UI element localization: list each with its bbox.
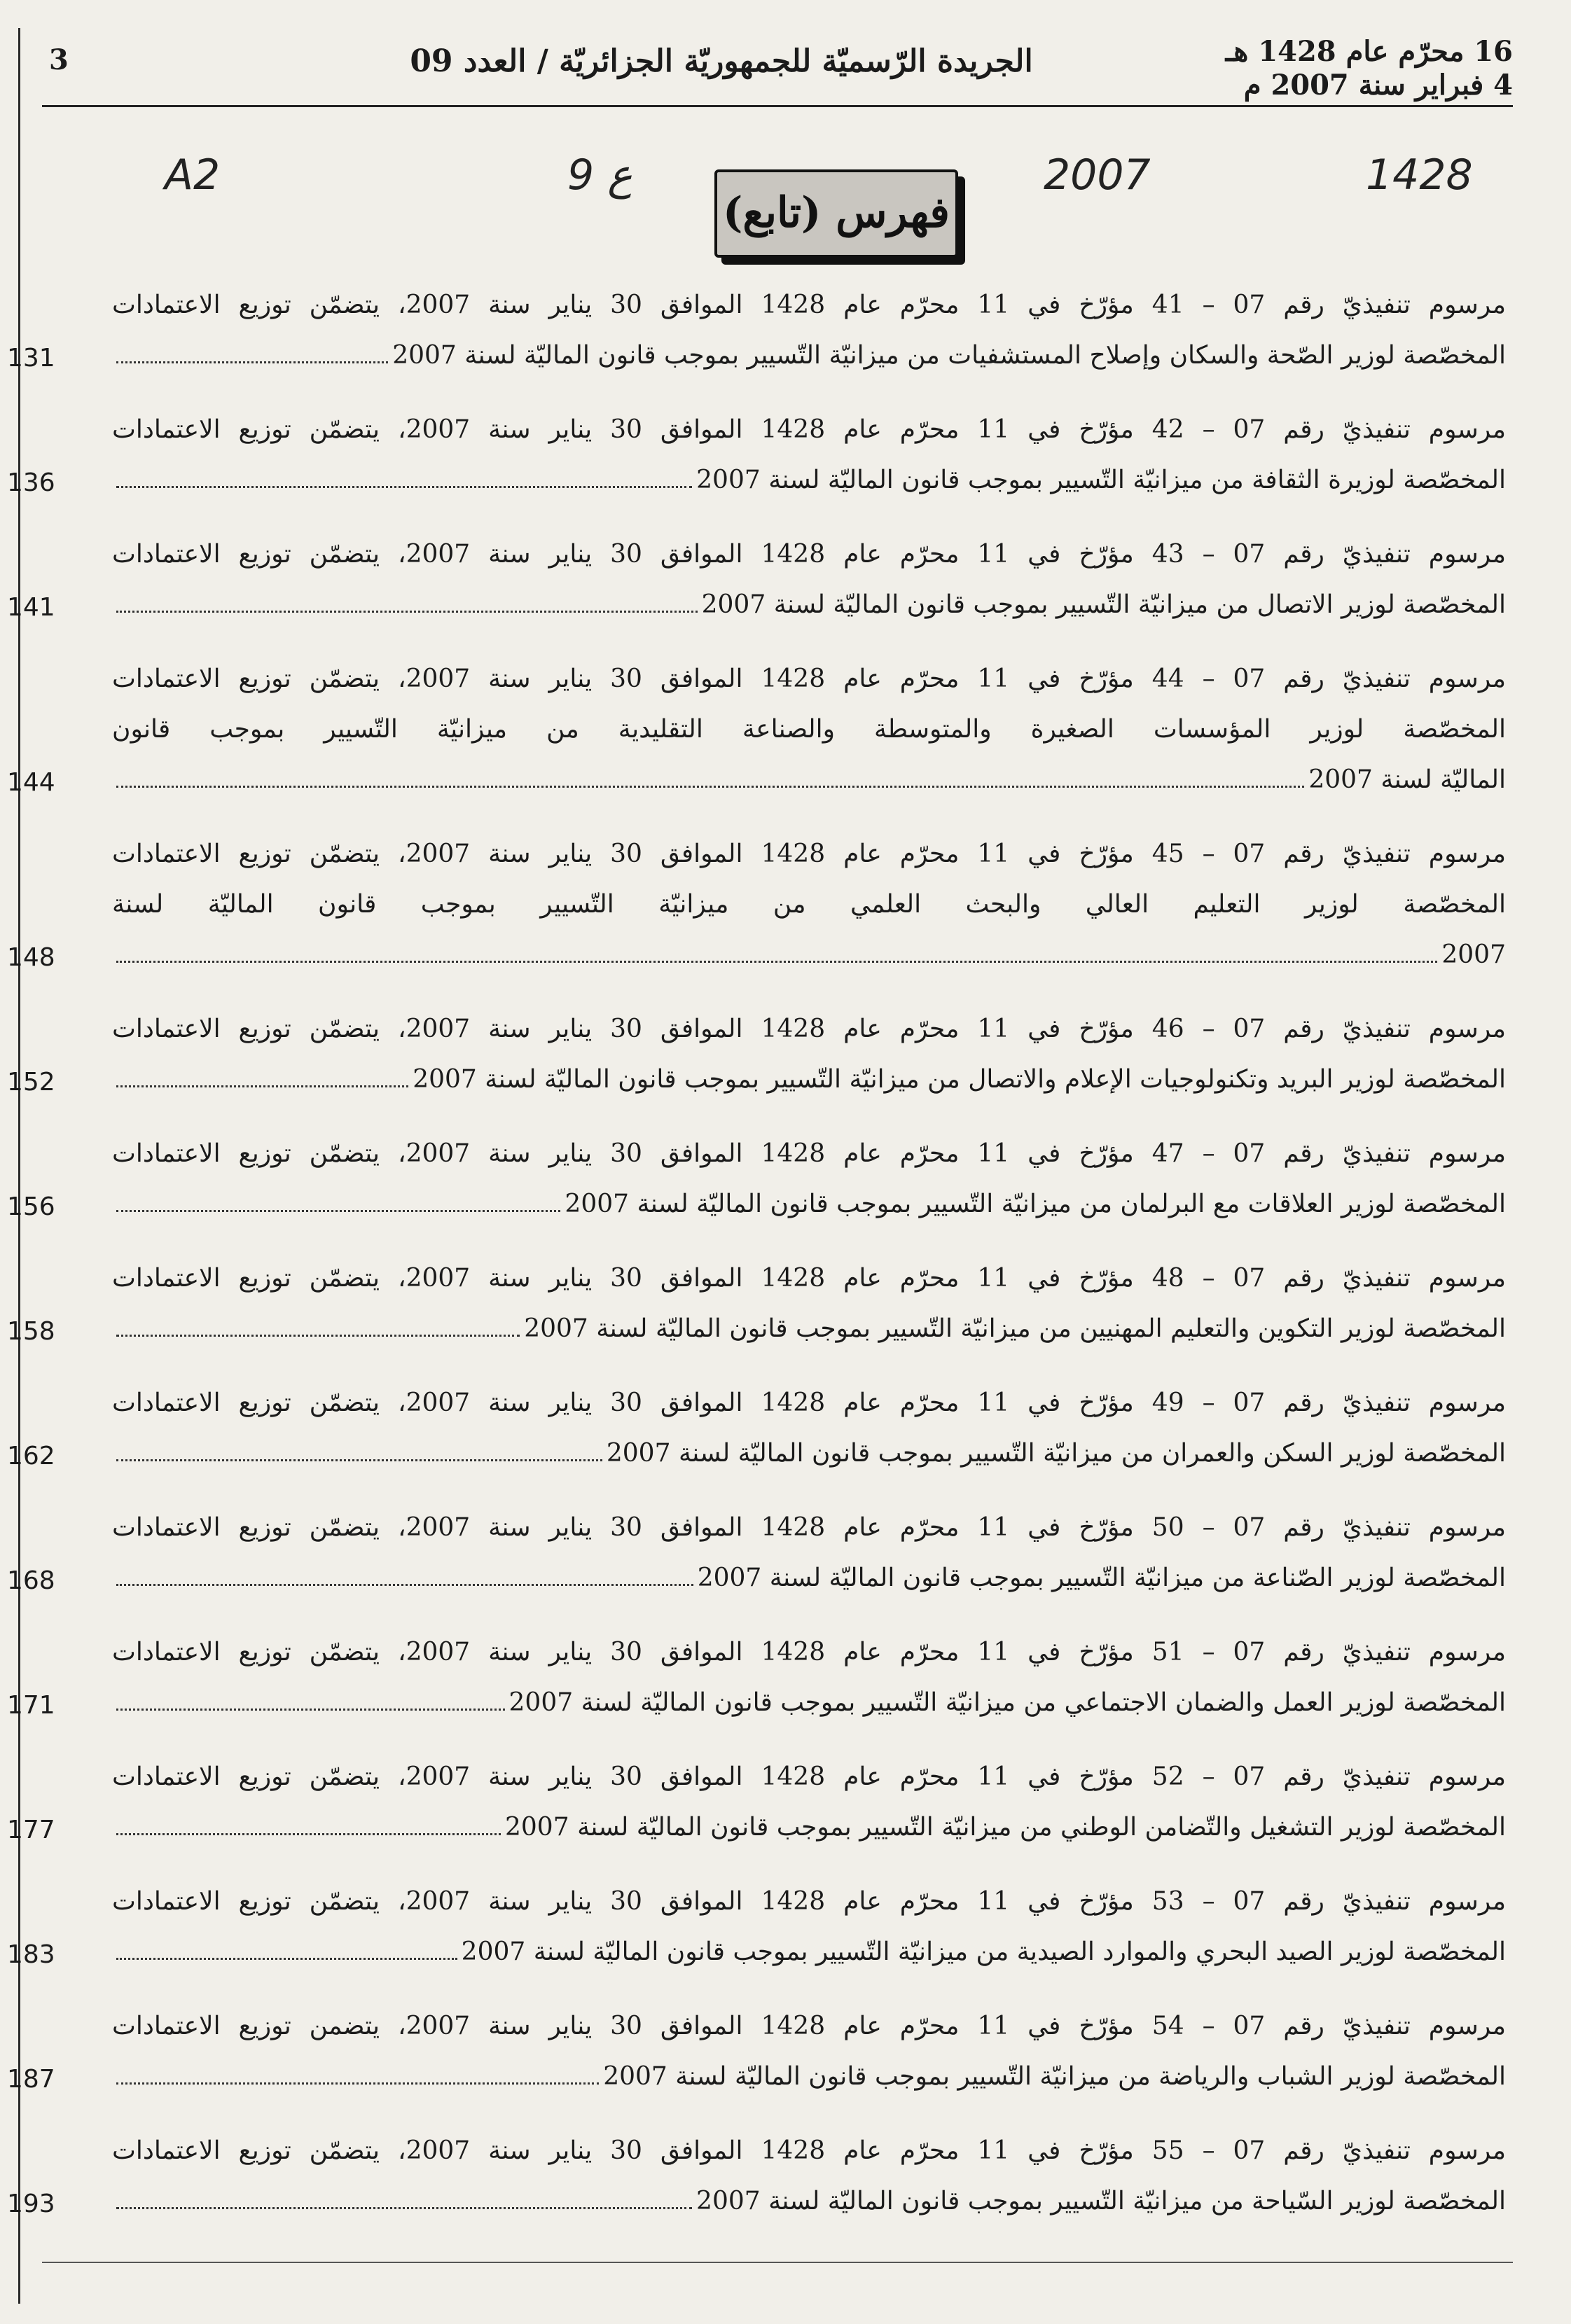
toc-page-number: 156 [7, 1192, 55, 1221]
toc-entry-line: مرسوم تنفيذيّ رقم 07 – 54 مؤرّخ في 11 محرّم عام 1428 الموافق 30 يناير سنة 2007، يتضمن توزيع الاعتمادات [112, 2012, 1506, 2040]
toc-entry-line: مرسوم تنفيذيّ رقم 07 – 50 مؤرّخ في 11 محرّم عام 1428 الموافق 30 يناير سنة 2007، يتضمّن توزيع الاعتمادات [112, 1513, 1506, 1542]
dot-leader [116, 1190, 560, 1212]
page-header [42, 28, 1513, 107]
toc-entry [7, 1503, 1506, 1603]
dot-leader [116, 1066, 408, 1087]
handwritten-note-a: A2 [165, 151, 221, 200]
toc-entry-line: المخصّصة لوزير العمل والضمان الاجتماعي من ميزانيّة التّسيير بموجب قانون الماليّة لسنة 2007 [508, 1688, 1506, 1717]
toc-entry-final-line [112, 580, 1506, 630]
toc-page-number: 162 [7, 1442, 55, 1470]
dot-leader [116, 1689, 505, 1711]
toc-entry-final-line [112, 1304, 1506, 1354]
toc-entry-final-line [112, 330, 1506, 381]
toc-entry [7, 1004, 1506, 1105]
toc-page-number: 141 [7, 593, 55, 622]
toc-entry-line: مرسوم تنفيذيّ رقم 07 – 52 مؤرّخ في 11 محرّم عام 1428 الموافق 30 يناير سنة 2007، يتضمّن توزيع الاعتمادات [112, 1762, 1506, 1791]
section-title: فهرس (تابع) [723, 188, 950, 237]
toc-entry [7, 1877, 1506, 1977]
section-title-box [714, 169, 958, 258]
toc-entry-line: المخصّصة لوزير التشغيل والتّضامن الوطني من ميزانيّة التّسيير بموجب قانون الماليّة لسنة 2007 [505, 1813, 1506, 1842]
dot-leader [116, 591, 698, 613]
toc-entry [7, 1129, 1506, 1230]
toc-entry-final-line [112, 2176, 1506, 2227]
toc-entry-line: المخصّصة لوزير البريد وتكنولوجيات الإعلام والاتصال من ميزانيّة التّسيير بموجب قانون الماليّة لسنة 2007 [413, 1065, 1506, 1094]
dot-leader [116, 2187, 692, 2209]
toc-page-number: 183 [7, 1940, 55, 1969]
toc-entry-final-line [112, 1553, 1506, 1603]
dot-leader [116, 1564, 693, 1586]
gregorian-date: 4 فبراير سنة 2007 م [1243, 69, 1513, 102]
toc-entry [7, 280, 1506, 381]
toc-entry-line: المخصّصة لوزيرة الثقافة من ميزانيّة التّسيير بموجب قانون الماليّة لسنة 2007 [696, 466, 1506, 494]
toc-entry [7, 1752, 1506, 1853]
toc-entry-final-line [112, 1055, 1506, 1105]
toc-page-number: 193 [7, 2190, 55, 2218]
toc-page-number: 131 [7, 344, 55, 373]
toc-entry-line: المخصّصة لوزير السّياحة من ميزانيّة التّسيير بموجب قانون الماليّة لسنة 2007 [696, 2187, 1506, 2215]
toc-entry-final-line [112, 930, 1506, 980]
toc-entry-line: المخصّصة لوزير الاتصال من ميزانيّة التّسيير بموجب قانون الماليّة لسنة 2007 [701, 590, 1506, 619]
toc-entry-final-line [112, 2052, 1506, 2102]
toc-entry-line: المخصّصة لوزير التعليم العالي والبحث العلمي من ميزانيّة التّسيير بموجب قانون الماليّة لسنة [112, 890, 1506, 919]
page-number: 3 [49, 43, 69, 76]
dot-leader [116, 766, 1304, 788]
toc-entry-final-line [112, 455, 1506, 506]
toc-page-number: 136 [7, 468, 55, 497]
hijri-date: 16 محرّم عام 1428 هـ [1225, 35, 1513, 68]
toc-entry-line: الماليّة لسنة 2007 [1308, 765, 1506, 794]
dot-leader [116, 1315, 520, 1337]
toc-entry-final-line [112, 1179, 1506, 1230]
issue-date [1219, 35, 1513, 102]
toc-entry [7, 1378, 1506, 1479]
gazette-title: الجريدة الرّسميّة للجمهوريّة الجزائريّة / العدد 09 [410, 43, 1033, 79]
table-of-contents [7, 280, 1506, 2250]
toc-entry-final-line [112, 755, 1506, 805]
toc-entry-line: 2007 [1441, 940, 1506, 969]
toc-page-number: 148 [7, 943, 55, 972]
toc-page-number: 144 [7, 768, 55, 797]
dot-leader [116, 2063, 599, 2085]
handwritten-note-c: 2007 [1044, 151, 1151, 200]
toc-entry-final-line [112, 1678, 1506, 1728]
toc-entry-line: المخصّصة لوزير الصّناعة من ميزانيّة التّسيير بموجب قانون الماليّة لسنة 2007 [697, 1564, 1506, 1592]
handwritten-note-b: 9 ع [567, 151, 633, 200]
dot-leader [116, 466, 692, 488]
dot-leader [116, 1938, 457, 1960]
toc-entry [7, 654, 1506, 805]
toc-entry-line: المخصّصة لوزير الصّحة والسكان وإصلاح المستشفيات من ميزانيّة التّسيير بموجب قانون الماليّة لسنة 2007 [392, 341, 1506, 370]
toc-entry [7, 1627, 1506, 1728]
toc-entry-line: مرسوم تنفيذيّ رقم 07 – 55 مؤرّخ في 11 محرّم عام 1428 الموافق 30 يناير سنة 2007، يتضمّن توزيع الاعتمادات [112, 2136, 1506, 2165]
toc-page-number: 187 [7, 2065, 55, 2094]
toc-entry-final-line [112, 1428, 1506, 1479]
toc-entry-line: مرسوم تنفيذيّ رقم 07 – 43 مؤرّخ في 11 محرّم عام 1428 الموافق 30 يناير سنة 2007، يتضمّن توزيع الاعتمادات [112, 540, 1506, 569]
toc-entry [7, 1253, 1506, 1354]
toc-page-number: 177 [7, 1816, 55, 1844]
toc-entry-line: مرسوم تنفيذيّ رقم 07 – 51 مؤرّخ في 11 محرّم عام 1428 الموافق 30 يناير سنة 2007، يتضمّن توزيع الاعتمادات [112, 1638, 1506, 1667]
toc-page-number: 168 [7, 1566, 55, 1595]
toc-entry [7, 2001, 1506, 2102]
toc-page-number: 152 [7, 1068, 55, 1097]
toc-entry-line: مرسوم تنفيذيّ رقم 07 – 45 مؤرّخ في 11 محرّم عام 1428 الموافق 30 يناير سنة 2007، يتضمّن توزيع الاعتمادات [112, 840, 1506, 868]
toc-entry-line: المخصّصة لوزير السكن والعمران من ميزانيّة التّسيير بموجب قانون الماليّة لسنة 2007 [606, 1439, 1506, 1468]
toc-page-number: 171 [7, 1691, 55, 1720]
toc-entry-line: المخصّصة لوزير الشباب والرياضة من ميزانيّة التّسيير بموجب قانون الماليّة لسنة 2007 [603, 2062, 1506, 2091]
toc-entry [7, 405, 1506, 506]
dot-leader [116, 342, 388, 363]
toc-entry-line: مرسوم تنفيذيّ رقم 07 – 47 مؤرّخ في 11 محرّم عام 1428 الموافق 30 يناير سنة 2007، يتضمّن توزيع الاعتمادات [112, 1139, 1506, 1168]
toc-entry-line: المخصّصة لوزير الصيد البحري والموارد الصيدية من ميزانيّة التّسيير بموجب قانون الماليّة لسنة 2007 [461, 1937, 1506, 1966]
toc-entry [7, 2126, 1506, 2227]
dot-leader [116, 1440, 602, 1461]
toc-entry-line: مرسوم تنفيذيّ رقم 07 – 48 مؤرّخ في 11 محرّم عام 1428 الموافق 30 يناير سنة 2007، يتضمّن توزيع الاعتمادات [112, 1264, 1506, 1293]
toc-entry [7, 829, 1506, 980]
toc-entry-line: مرسوم تنفيذيّ رقم 07 – 53 مؤرّخ في 11 محرّم عام 1428 الموافق 30 يناير سنة 2007، يتضمّن توزيع الاعتمادات [112, 1887, 1506, 1916]
toc-entry-line: مرسوم تنفيذيّ رقم 07 – 41 مؤرّخ في 11 محرّم عام 1428 الموافق 30 يناير سنة 2007، يتضمّن توزيع الاعتمادات [112, 291, 1506, 319]
toc-entry-line: المخصّصة لوزير العلاقات مع البرلمان من ميزانيّة التّسيير بموجب قانون الماليّة لسنة 2007 [565, 1190, 1506, 1218]
toc-entry-line: مرسوم تنفيذيّ رقم 07 – 49 مؤرّخ في 11 محرّم عام 1428 الموافق 30 يناير سنة 2007، يتضمّن توزيع الاعتمادات [112, 1389, 1506, 1417]
toc-entry-line: المخصّصة لوزير المؤسسات الصغيرة والمتوسطة والصناعة التقليدية من ميزانيّة التّسيير بموجب قانون [112, 715, 1506, 744]
dot-leader [116, 941, 1437, 963]
dot-leader [116, 1814, 501, 1835]
toc-entry-final-line [112, 1802, 1506, 1853]
toc-entry-line: مرسوم تنفيذيّ رقم 07 – 44 مؤرّخ في 11 محرّم عام 1428 الموافق 30 يناير سنة 2007، يتضمّن توزيع الاعتمادات [112, 665, 1506, 693]
toc-entry-line: مرسوم تنفيذيّ رقم 07 – 46 مؤرّخ في 11 محرّم عام 1428 الموافق 30 يناير سنة 2007، يتضمّن توزيع الاعتمادات [112, 1015, 1506, 1043]
toc-entry-line: المخصّصة لوزير التكوين والتعليم المهنيين من ميزانيّة التّسيير بموجب قانون الماليّة لسنة 2007 [524, 1314, 1506, 1343]
toc-page-number: 158 [7, 1317, 55, 1346]
toc-entry-final-line [112, 1927, 1506, 1977]
handwritten-note-d: 1428 [1366, 151, 1473, 200]
toc-entry [7, 529, 1506, 630]
bottom-divider [42, 2262, 1513, 2263]
toc-entry-line: مرسوم تنفيذيّ رقم 07 – 42 مؤرّخ في 11 محرّم عام 1428 الموافق 30 يناير سنة 2007، يتضمّن توزيع الاعتمادات [112, 415, 1506, 444]
